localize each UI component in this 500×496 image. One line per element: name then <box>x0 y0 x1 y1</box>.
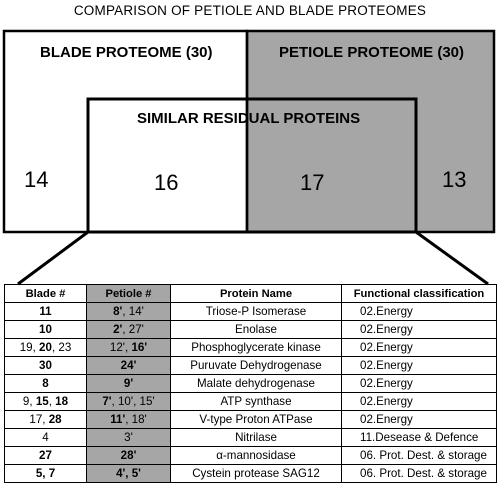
similar-residual-label: SIMILAR RESIDUAL PROTEINS <box>137 110 361 127</box>
count-shared-blade-side: 16 <box>154 170 179 195</box>
cell-blade: 9, 15, 18 <box>5 393 87 411</box>
cell-functional-classification: 02.Energy <box>342 411 497 429</box>
blade-proteome-box <box>4 31 247 232</box>
cell-functional-classification: 02.Energy <box>342 357 497 375</box>
cell-protein-name: Cystein protease SAG12 <box>171 465 342 483</box>
count-shared-petiole-side: 17 <box>300 170 325 195</box>
cell-petiole: 11', 18' <box>87 411 171 429</box>
cell-blade: 19, 20, 23 <box>5 339 87 357</box>
cell-protein-name: ATP synthase <box>171 393 342 411</box>
cell-blade: 30 <box>5 357 87 375</box>
cell-functional-classification: 02.Energy <box>342 393 497 411</box>
cell-protein-name: Enolase <box>171 321 342 339</box>
table-row <box>5 321 497 339</box>
cell-blade: 4 <box>5 429 87 447</box>
cell-functional-classification: 02.Energy <box>342 339 497 357</box>
cell-petiole: 7', 10', 15' <box>87 393 171 411</box>
cell-petiole: 4', 5' <box>87 465 171 483</box>
table-header-row <box>5 285 497 303</box>
count-petiole-only: 13 <box>442 167 467 192</box>
table-row <box>5 393 497 411</box>
cell-protein-name: Puruvate Dehydrogenase <box>171 357 342 375</box>
header-petiole: Petiole # <box>87 285 171 303</box>
table-row <box>5 465 497 483</box>
cell-petiole: 24' <box>87 357 171 375</box>
table-row <box>5 411 497 429</box>
header-blade: Blade # <box>5 285 87 303</box>
cell-blade: 10 <box>5 321 87 339</box>
blade-proteome-label: BLADE PROTEOME (30) <box>40 44 213 61</box>
table-row <box>5 447 497 465</box>
cell-functional-classification: 06. Prot. Dest. & storage <box>342 447 497 465</box>
cell-functional-classification: 11.Desease & Defence <box>342 429 497 447</box>
cell-protein-name: Phosphoglycerate kinase <box>171 339 342 357</box>
table-row <box>5 375 497 393</box>
table-row <box>5 357 497 375</box>
header-protein-name: Protein Name <box>171 285 342 303</box>
cell-functional-classification: 06. Prot. Dest. & storage <box>342 465 497 483</box>
header-functional-classification: Functional classification <box>342 285 497 303</box>
cell-protein-name: α-mannosidase <box>171 447 342 465</box>
zoom-line-left <box>18 232 88 284</box>
zoom-line-right <box>416 232 488 284</box>
count-blade-only: 14 <box>24 167 49 192</box>
cell-petiole: 3' <box>87 429 171 447</box>
cell-petiole: 12', 16' <box>87 339 171 357</box>
protein-table <box>4 284 497 483</box>
petiole-proteome-label: PETIOLE PROTEOME (30) <box>279 44 465 61</box>
table-row <box>5 303 497 321</box>
figure-title: COMPARISON OF PETIOLE AND BLADE PROTEOMES <box>73 3 427 18</box>
cell-petiole: 9' <box>87 375 171 393</box>
cell-blade: 8 <box>5 375 87 393</box>
cell-petiole: 2', 27' <box>87 321 171 339</box>
cell-petiole: 28' <box>87 447 171 465</box>
cell-functional-classification: 02.Energy <box>342 303 497 321</box>
cell-protein-name: Nitrilase <box>171 429 342 447</box>
table-row <box>5 429 497 447</box>
cell-blade: 5, 7 <box>5 465 87 483</box>
cell-protein-name: Triose-P Isomerase <box>171 303 342 321</box>
cell-blade: 17, 28 <box>5 411 87 429</box>
cell-protein-name: V-type Proton ATPase <box>171 411 342 429</box>
cell-protein-name: Malate dehydrogenase <box>171 375 342 393</box>
cell-functional-classification: 02.Energy <box>342 321 497 339</box>
table-row <box>5 339 497 357</box>
cell-blade: 27 <box>5 447 87 465</box>
cell-functional-classification: 02.Energy <box>342 375 497 393</box>
cell-blade: 11 <box>5 303 87 321</box>
petiole-proteome-region <box>247 31 494 232</box>
cell-petiole: 8', 14' <box>87 303 171 321</box>
